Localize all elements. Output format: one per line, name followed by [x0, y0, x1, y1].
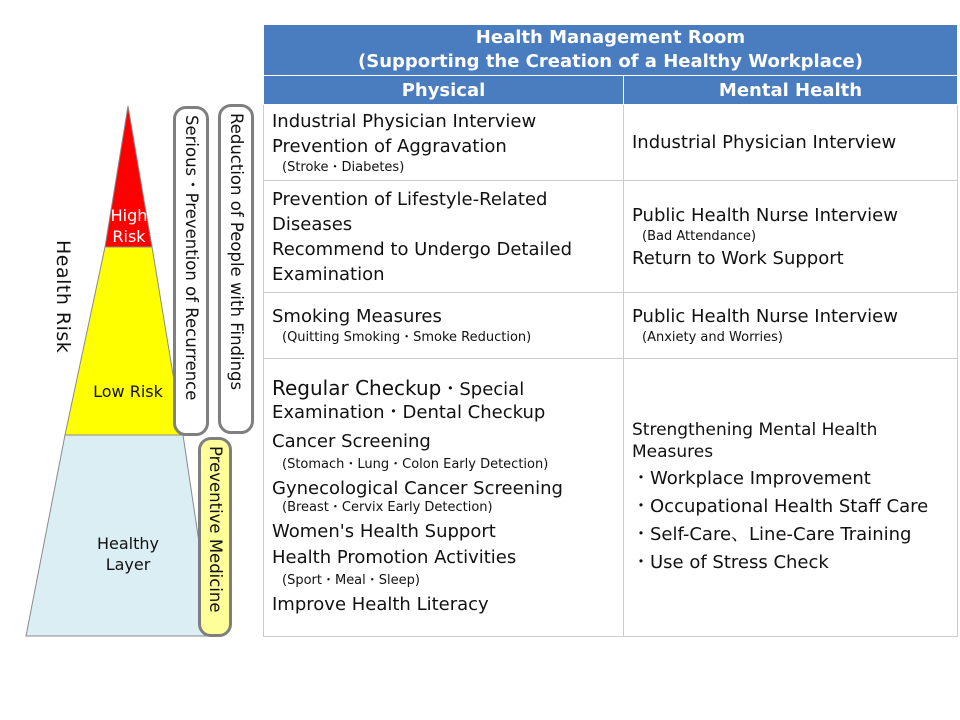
table-row	[264, 293, 958, 359]
column-header-mental-health: Mental Health	[624, 76, 958, 105]
physical-cell: Industrial Physician Interview Prevention of Aggravation (Stroke・Diabetes)	[264, 105, 624, 181]
low-risk-label: Low Risk	[93, 382, 163, 401]
physical-cell: Smoking Measures (Quitting Smoking・Smoke Reduction)	[264, 293, 624, 359]
table-row	[264, 359, 958, 637]
physical-cell: Prevention of Lifestyle-Related Diseases Recommend to Undergo Detailed Examination	[264, 181, 624, 293]
mental-cell: Strengthening Mental Health Measures ・Workplace Improvement ・Occupational Health Staff Care ・Self-Care、Line-Care Training ・Use of Stress Check	[624, 359, 958, 637]
healthy-layer-label: Healthy Layer	[96, 534, 159, 574]
table-row	[264, 181, 958, 293]
preventive-medicine-box: Preventive Medicine	[198, 437, 232, 637]
table-row	[264, 105, 958, 181]
health-management-table	[263, 24, 958, 637]
column-header-physical: Physical	[264, 76, 624, 105]
serious-recurrence-box: Serious・Prevention of Recurrence	[173, 106, 209, 436]
column-header-row	[264, 76, 958, 105]
pyramid-level-low-risk	[65, 247, 183, 435]
mental-cell: Public Health Nurse Interview (Anxiety and Worries)	[624, 293, 958, 359]
mental-cell: Public Health Nurse Interview (Bad Attendance) Return to Work Support	[624, 181, 958, 293]
reduction-findings-box: Reduction of People with Findings	[218, 104, 254, 434]
table-title: Health Management Room (Supporting the Creation of a Healthy Workplace)	[264, 25, 958, 76]
title-row	[264, 25, 958, 76]
health-risk-axis-label: Health Risk	[52, 240, 74, 354]
mental-cell: Industrial Physician Interview	[624, 105, 958, 181]
high-risk-label: High Risk	[110, 206, 148, 246]
physical-cell: Regular Checkup・Special Examination・Dental Checkup Cancer Screening (Stomach・Lung・Colon Early Detection) Gynecological Cancer Screening (Breast・Cervix Early Detection) Women's Health Support Health Promotion Activities (Sport・Meal・Sleep) Improve Health Literacy	[264, 359, 624, 637]
